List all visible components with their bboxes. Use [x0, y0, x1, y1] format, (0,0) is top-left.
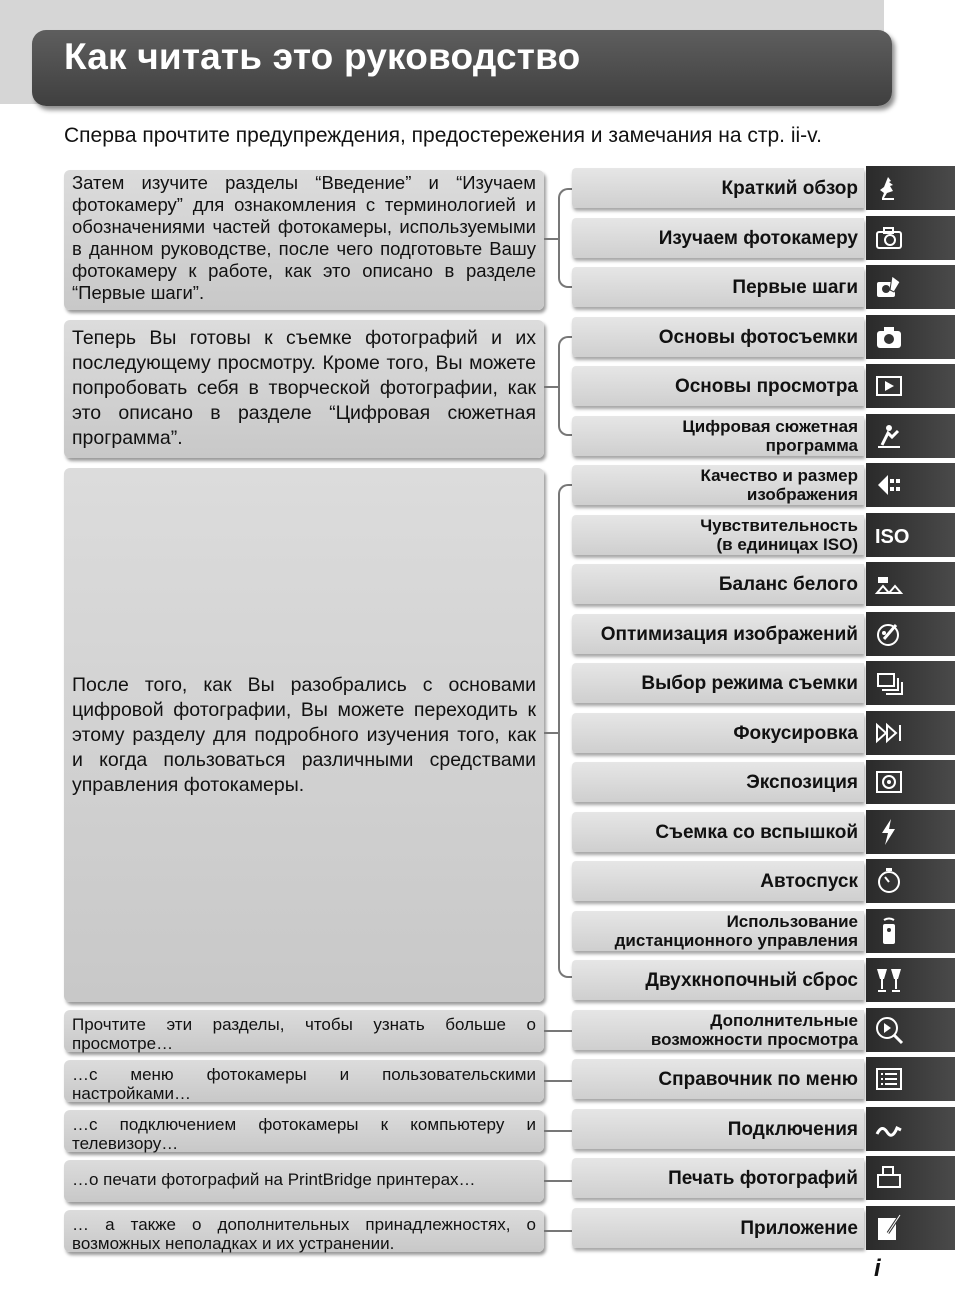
- connector-3: [544, 732, 560, 734]
- tab-printing[interactable]: [866, 1156, 955, 1200]
- section-connections[interactable]: [572, 1109, 864, 1149]
- connector-7: [544, 1180, 572, 1182]
- tab-image-optimization[interactable]: [866, 612, 955, 656]
- section-label: Основы просмотра: [674, 375, 858, 397]
- tab-scene-program[interactable]: [866, 414, 955, 458]
- svg-text:ISO: ISO: [875, 526, 910, 548]
- section-appendix[interactable]: [572, 1208, 864, 1248]
- tab-menu-guide[interactable]: [866, 1057, 955, 1101]
- tab-shooting-mode[interactable]: [866, 661, 955, 705]
- section-label: Первые шаги: [732, 276, 858, 298]
- bracket-group-2: [558, 336, 572, 436]
- description-text: Затем изучите разделы “Введение” и “Изучаем фотокамеру” для ознакомления с терминологией и обозначениями частей фотокамеры, используемыми в данном руководстве, после чего подготовьте Вашу фотокамеру к работе, как это описано в разделе “Первые шаги”.: [72, 172, 536, 303]
- section-basic-playback[interactable]: [572, 366, 864, 406]
- connector-1: [544, 238, 560, 240]
- section-printing[interactable]: [572, 1158, 864, 1198]
- section-label: Справочник по меню: [658, 1068, 858, 1090]
- tab-iso[interactable]: [866, 513, 955, 557]
- section-label: Чувствительность (в единицах ISO): [700, 516, 858, 554]
- description-box-intro: [64, 170, 544, 310]
- description-box-printing: [64, 1160, 544, 1202]
- iso-icon: [874, 520, 914, 550]
- description-text: Прочтите эти разделы, чтобы узнать больше о просмотре…: [72, 1015, 536, 1053]
- section-remote-control[interactable]: [572, 911, 864, 951]
- connector-5: [544, 1080, 572, 1082]
- section-label: Съемка со вспышкой: [655, 821, 858, 843]
- section-more-playback[interactable]: [572, 1010, 864, 1050]
- printer-icon: [874, 1163, 904, 1193]
- section-quick-overview[interactable]: [572, 168, 864, 208]
- tab-appendix[interactable]: [866, 1206, 955, 1250]
- section-scene-program[interactable]: [572, 416, 864, 456]
- description-text: …с подключением фотокамеры к компьютеру и телевизору…: [72, 1115, 536, 1153]
- section-label: Использование дистанционного управления: [614, 912, 858, 950]
- section-self-timer[interactable]: [572, 861, 864, 901]
- section-shooting-mode[interactable]: [572, 663, 864, 703]
- tab-self-timer[interactable]: [866, 859, 955, 903]
- connector-2: [544, 386, 560, 388]
- section-exposure[interactable]: [572, 762, 864, 802]
- appendix-icon: [874, 1213, 904, 1243]
- tab-remote-control[interactable]: [866, 909, 955, 953]
- description-text: …с меню фотокамеры и пользовательскими настройками…: [72, 1065, 536, 1103]
- section-first-steps[interactable]: [572, 267, 864, 307]
- tab-focus[interactable]: [866, 711, 955, 755]
- section-getting-to-know[interactable]: [572, 218, 864, 258]
- white-balance-icon: [874, 569, 904, 599]
- section-label: Фокусировка: [733, 722, 858, 744]
- optimize-image-icon: [874, 619, 904, 649]
- section-label: Качество и размер изображения: [700, 466, 858, 504]
- tab-quick-overview[interactable]: [866, 166, 955, 210]
- title-bar: [32, 30, 892, 106]
- section-label: Выбор режима съемки: [641, 672, 858, 694]
- section-label: Баланс белого: [718, 573, 858, 595]
- playback-zoom-icon: [874, 1015, 904, 1045]
- remote-icon: [874, 916, 904, 946]
- self-timer-icon: [874, 866, 904, 896]
- description-box-connections: [64, 1110, 544, 1152]
- tab-getting-to-know[interactable]: [866, 216, 955, 260]
- section-label: Цифровая сюжетная программа: [682, 417, 858, 455]
- intro-text: Сперва прочтите предупреждения, предостережения и замечания на стр. ii-v.: [64, 124, 822, 147]
- description-text: Теперь Вы готовы к съемке фотографий и их последующему просмотру. Кроме того, Вы можете попробовать себя в творческой фотографии, как это описано в разделе “Цифровая сюжетная программа”.: [72, 327, 536, 449]
- description-text: …о печати фотографий на PrintBridge принтерах…: [72, 1170, 476, 1189]
- image-quality-icon: [874, 470, 904, 500]
- description-box-advanced: [64, 468, 544, 1002]
- tab-flash[interactable]: [866, 810, 955, 854]
- page-title: Как читать это руководство: [64, 36, 581, 77]
- metering-icon: [874, 767, 904, 797]
- focus-icon: [874, 718, 904, 748]
- rooster-icon: [874, 173, 904, 203]
- camera-icon: [874, 322, 904, 352]
- section-label: Изучаем фотокамеру: [658, 227, 858, 249]
- section-label: Основы фотосъемки: [658, 326, 858, 348]
- tab-white-balance[interactable]: [866, 562, 955, 606]
- menu-list-icon: [874, 1064, 904, 1094]
- tab-two-button-reset[interactable]: [866, 958, 955, 1002]
- section-image-quality[interactable]: [572, 465, 864, 505]
- section-flash[interactable]: [572, 812, 864, 852]
- section-label: Оптимизация изображений: [600, 623, 858, 645]
- tab-basic-photography[interactable]: [866, 315, 955, 359]
- connector-4: [544, 1030, 572, 1032]
- section-basic-photography[interactable]: [572, 317, 864, 357]
- section-label: Автоспуск: [760, 870, 858, 892]
- scene-icon: [874, 421, 904, 451]
- bracket-group-3: [558, 484, 572, 978]
- camera-setup-icon: [874, 272, 904, 302]
- section-focus[interactable]: [572, 713, 864, 753]
- section-label: Подключения: [727, 1118, 858, 1140]
- section-label: Краткий обзор: [721, 177, 858, 199]
- section-white-balance[interactable]: [572, 564, 864, 604]
- section-label: Двухкнопочный сброс: [645, 969, 858, 991]
- tab-image-quality[interactable]: [866, 463, 955, 507]
- section-label: Экспозиция: [746, 771, 858, 793]
- flash-icon: [874, 817, 904, 847]
- section-label: Приложение: [740, 1217, 858, 1239]
- connection-icon: [874, 1114, 904, 1144]
- tab-exposure[interactable]: [866, 760, 955, 804]
- bracket-group-1: [558, 188, 572, 288]
- camera-outline-icon: [874, 223, 904, 253]
- two-button-reset-icon: [874, 965, 904, 995]
- section-iso[interactable]: [572, 515, 864, 555]
- description-box-basics: [64, 320, 544, 458]
- section-label: Дополнительные возможности просмотра: [650, 1011, 858, 1049]
- description-text: После того, как Вы разобрались с основами цифровой фотографии, Вы можете переходить к этому разделу для подробного изучения того, как и когда пользоваться различными средствами управления фотокамеры.: [72, 673, 536, 796]
- tab-connections[interactable]: [866, 1107, 955, 1151]
- connector-6: [544, 1130, 572, 1132]
- shooting-mode-icon: [874, 668, 904, 698]
- playback-icon: [874, 371, 904, 401]
- description-box-playback: [64, 1010, 544, 1052]
- connector-8: [544, 1230, 572, 1232]
- section-menu-guide[interactable]: [572, 1059, 864, 1099]
- tab-basic-playback[interactable]: [866, 364, 955, 408]
- description-box-appendix: [64, 1210, 544, 1252]
- tab-first-steps[interactable]: [866, 265, 955, 309]
- tab-more-playback[interactable]: [866, 1008, 955, 1052]
- section-image-optimization[interactable]: [572, 614, 864, 654]
- description-box-menus: [64, 1060, 544, 1102]
- page-number: i: [874, 1255, 881, 1282]
- section-two-button-reset[interactable]: [572, 960, 864, 1000]
- section-label: Печать фотографий: [668, 1167, 858, 1189]
- description-text: … а также о дополнительных принадлежностях, о возможных неполадках и их устранении.: [72, 1215, 536, 1253]
